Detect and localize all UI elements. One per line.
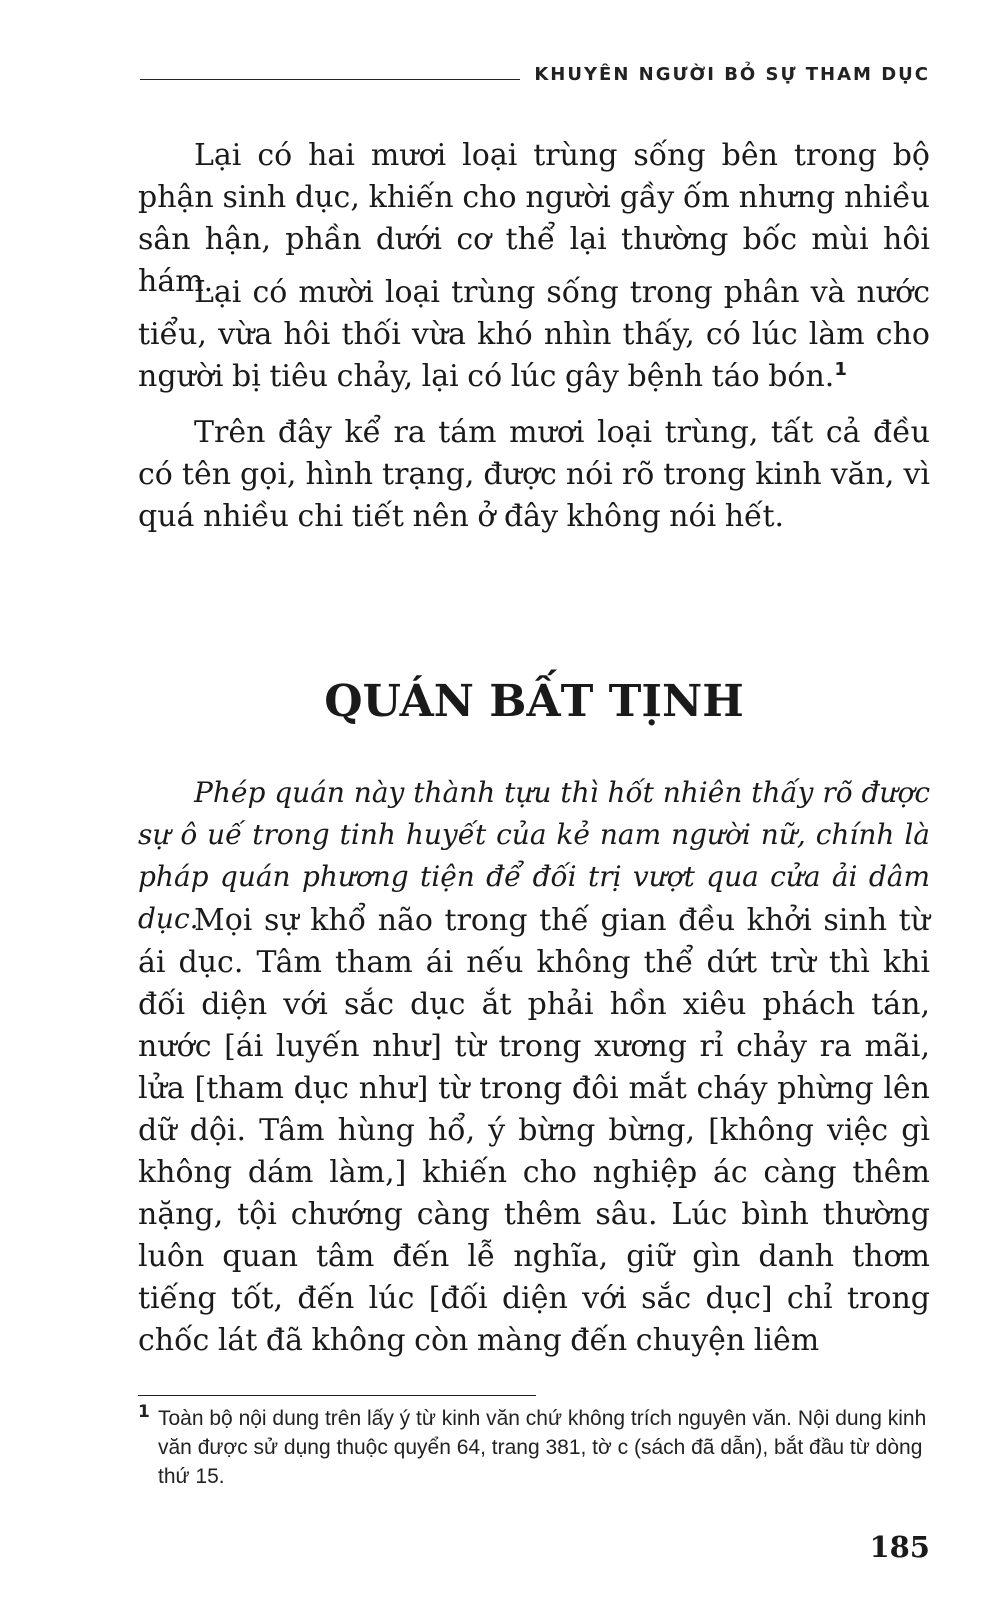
footnote bbox=[138, 1404, 938, 1491]
paragraph-3: Trên đây kể ra tám mươi loại trùng, tất cả đều có tên gọi, hình trạng, được nói rõ trong kinh văn, vì quá nhiều chi tiết nên ở đây không nói hết. bbox=[138, 415, 930, 534]
paragraph-2-text: Lại có mười loại trùng sống trong phân và nước tiểu, vừa hôi thối vừa khó nhìn thấy, có lúc làm cho người bị tiêu chảy, lại có lúc gây bệnh táo bón. bbox=[138, 275, 930, 394]
running-title: KHUYÊN NGƯỜI BỎ SỰ THAM DỤC bbox=[534, 64, 930, 85]
paragraph-1: Lại có hai mươi loại trùng sống bên trong bộ phận sinh dục, khiến cho người gầy ốm nhưng nhiều sân hận, phần dưới cơ thể lại thường bốc mùi hôi hám. bbox=[138, 138, 930, 299]
footnote-rule bbox=[138, 1395, 536, 1396]
section-epigraph: Phép quán này thành tựu thì hốt nhiên thấy rõ được sự ô uế trong tinh huyết của kẻ nam người nữ, chính là pháp quán phương tiện để đối trị vượt qua cửa ải dâm dục. bbox=[138, 776, 930, 935]
paragraph-2 bbox=[138, 272, 930, 398]
footnote-reference: 1 bbox=[834, 359, 847, 380]
footnote-text: Toàn bộ nội dung trên lấy ý từ kinh văn chứ không trích nguyên văn. Nội dung kinh văn được sử dụng thuộc quyển 64, trang 381, tờ c (sách đã dẫn), bắt đầu từ dòng thứ 15. bbox=[158, 1407, 927, 1488]
footnote-number: 1 bbox=[138, 1402, 150, 1422]
section-body-paragraph: Mọi sự khổ não trong thế gian đều khởi sinh từ ái dục. Tâm tham ái nếu không thể dứt trừ thì khi đối diện với sắc dục ắt phải hồn xiêu phách tán, nước [ái luyến như] từ trong xương rỉ chảy ra mãi, lửa [tham dục như] từ trong đôi mắt cháy phừng lên dữ dội. Tâm hùng hổ, ý bừng bừng, [không việc gì không dám làm,] khiến cho nghiệp ác càng thêm nặng, tội chướng càng thêm sâu. Lúc bình thường luôn quan tâm đến lễ nghĩa, giữ gìn danh thơm tiếng tốt, đến lúc [đối diện với sắc dục] chỉ trong chốc lát đã không còn màng đến chuyện liêm bbox=[138, 903, 930, 1358]
running-header bbox=[140, 58, 930, 88]
section-heading: QUÁN BẤT TỊNH bbox=[324, 676, 744, 727]
page-number: 185 bbox=[869, 1530, 930, 1564]
header-rule bbox=[140, 79, 520, 80]
